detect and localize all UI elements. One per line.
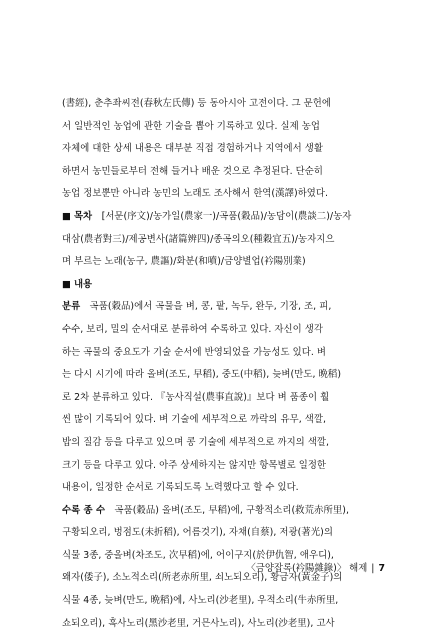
text-line: [62, 229, 384, 252]
page-footer: [246, 560, 385, 574]
line-text: [서문(序文)/농가일(農家一)/곡품(穀品)/농담이(農談二)/농자: [101, 210, 352, 222]
line-text: 씬 많이 기록되어 있다. 벼 기술에 세부적으로 까락의 유무, 색깔,: [62, 414, 327, 426]
text-line: [62, 455, 384, 478]
text-line: [62, 590, 384, 613]
bullet-square-icon: ■: [62, 210, 71, 222]
line-text: 는 다시 시기에 따라 올벼(조도, 早稻), 중도(中稻), 늦벼(만도, 晩稻): [62, 369, 342, 381]
line-text: 자체에 대한 상세 내용은 대부분 직접 경험하거나 지역에서 생활: [62, 143, 324, 155]
footer-title: 〈금양잡록(衿陽雜錄)〉 해제: [246, 563, 368, 574]
text-line: [62, 477, 384, 500]
text-line: [62, 364, 384, 387]
text-line: [62, 342, 384, 365]
line-text: 로 2차 분류하고 있다. 『농사직설(農事直說)』보다 벼 품종이 훨: [62, 391, 330, 403]
line-text: 쇼되오리), 흑사노리(黑沙老里, 거믄사노리), 사노리(沙老里), 고사: [62, 617, 335, 629]
footer-separator: |: [371, 563, 375, 574]
line-text: 서 일반적인 농업에 관한 기술을 뽑아 기록하고 있다. 실제 농업: [62, 120, 320, 132]
text-line: [62, 274, 384, 297]
text-line: [62, 296, 384, 319]
line-text: 크기 등을 다루고 있다. 아주 상세하지는 않지만 항목별로 일정한: [62, 459, 327, 471]
text-line: [62, 613, 384, 635]
text-line: [62, 432, 384, 455]
section-label: 수록 종 수: [62, 504, 106, 516]
section-label: 분류: [62, 301, 81, 313]
line-text: 수수, 보리, 밀의 순서대로 분류하여 수록하고 있다. 자신이 생각: [62, 323, 323, 335]
line-text: 농업 정보뿐만 아니라 농민의 노래도 조사해서 한역(漢譯)하였다.: [62, 188, 329, 200]
text-line: [62, 161, 384, 184]
text-line: [62, 116, 384, 139]
line-text: (書經), 춘추좌씨전(春秋左氏傳) 등 동아시아 고전이다. 그 문헌에: [62, 98, 331, 109]
line-text: 곡품(穀品)에서 곡물을 벼, 콩, 팥, 녹두, 완두, 기장, 조, 피,: [89, 301, 332, 313]
section-label: 목차: [73, 210, 93, 222]
text-line: [62, 522, 384, 545]
line-text: 식물 4종, 늦벼(만도, 晩稻)에, 사노리(沙老里), 우적소리(牛赤所里,: [62, 595, 339, 607]
section-label: 내용: [73, 278, 93, 290]
text-line: [62, 183, 384, 206]
line-text: 내용이, 일정한 순서로 기록되도록 노력했다고 할 수 있다.: [62, 482, 299, 494]
bullet-square-icon: ■: [62, 278, 71, 290]
text-line: [62, 206, 384, 229]
line-text: 대삼(農者對三)/제공변사(諸篇辨四)/종곡의오(種穀宜五)/농자지으: [62, 233, 335, 245]
body-text: [62, 93, 384, 635]
text-line: [62, 387, 384, 410]
text-line: [62, 251, 384, 274]
text-line: [62, 409, 384, 432]
text-line: [62, 500, 384, 523]
line-text: 하면서 농민들로부터 전해 들거나 배운 것으로 추정된다. 단순히: [62, 165, 324, 177]
text-line: [62, 93, 384, 116]
text-line: [62, 319, 384, 342]
line-text: 구황되오리, 벙점도(未折稻), 어름것기), 자채(自蔡), 저광(著光)의: [62, 527, 333, 539]
line-text: 왜자(倭子), 소노적소리(所老赤所里, 쇠노되오리), 황금자(黃金子)의: [62, 572, 343, 584]
line-text: 밥의 질감 등을 다루고 있으며 콩 기술에 세부적으로 까지의 색깔,: [62, 436, 330, 448]
text-line: [62, 138, 384, 161]
line-text: 하는 곡물의 중요도가 기술 순서에 반영되었을 가능성도 있다. 벼: [62, 346, 327, 358]
line-text: 며 부르는 노래(농구, 農謳)/화분(和噴)/금양별업(衿陽別業): [62, 256, 306, 268]
line-text: 곡품(穀品) 올벼(조도, 早稻)에, 구황적소리(救荒赤所里),: [114, 504, 350, 516]
line-text: 식물 3종, 중올벼(차조도, 次早稻)에, 어이구지(於伊仇智, 애우디),: [62, 549, 334, 561]
page-number: 7: [378, 563, 385, 574]
